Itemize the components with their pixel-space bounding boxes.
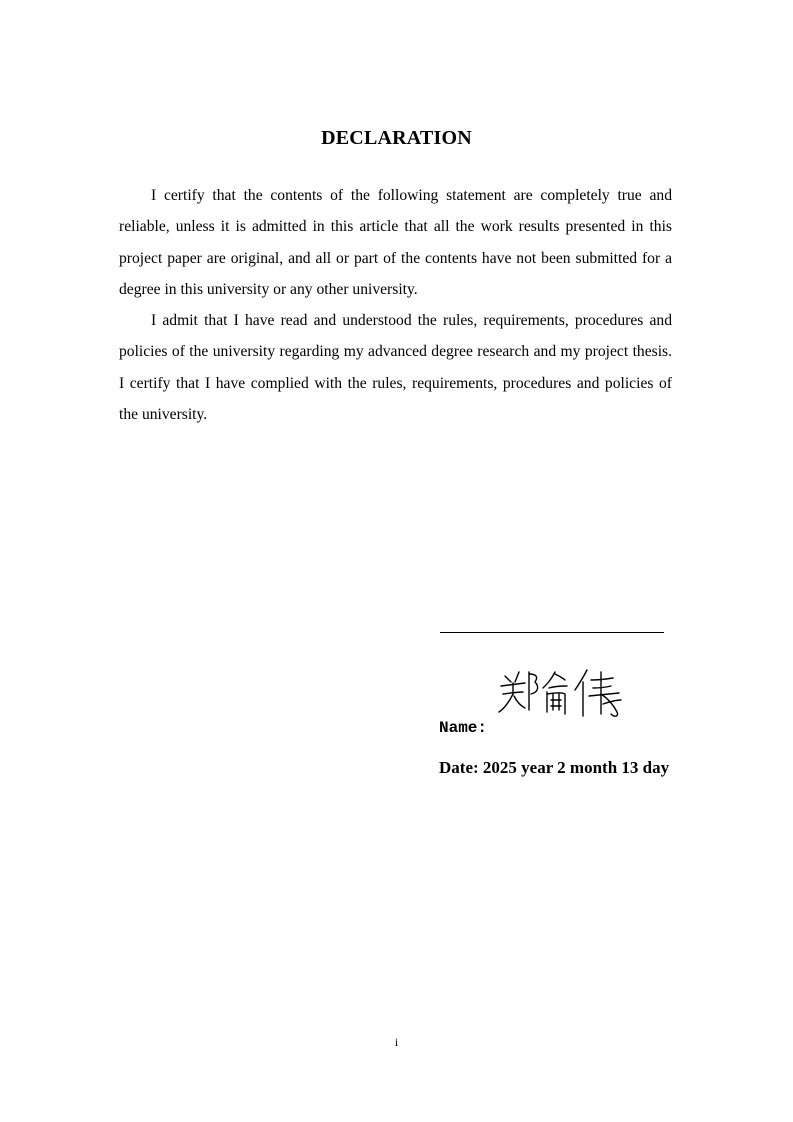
paragraph-2: I admit that I have read and understood the rules, requirements, procedures and policies of the university regarding my advanced degree research and my project thesis. I certify that I have complied with the rules, requirements, procedures and policies of the university. (119, 312, 672, 424)
paragraph-1: I certify that the contents of the following statement are completely true and reliable, unless it is admitted in this article that all the work results presented in this project paper are original, and all or part of the contents have not been submitted for a degree in this university or any other university. (119, 187, 672, 298)
handwritten-signature (495, 664, 627, 720)
date-text: Date: 2025 year 2 month 13 day (439, 758, 670, 777)
signature-line (440, 632, 664, 633)
declaration-body (119, 180, 672, 430)
name-label: Name: (439, 719, 488, 737)
page-number: i (394, 1035, 399, 1049)
page-title: DECLARATION (321, 127, 472, 149)
